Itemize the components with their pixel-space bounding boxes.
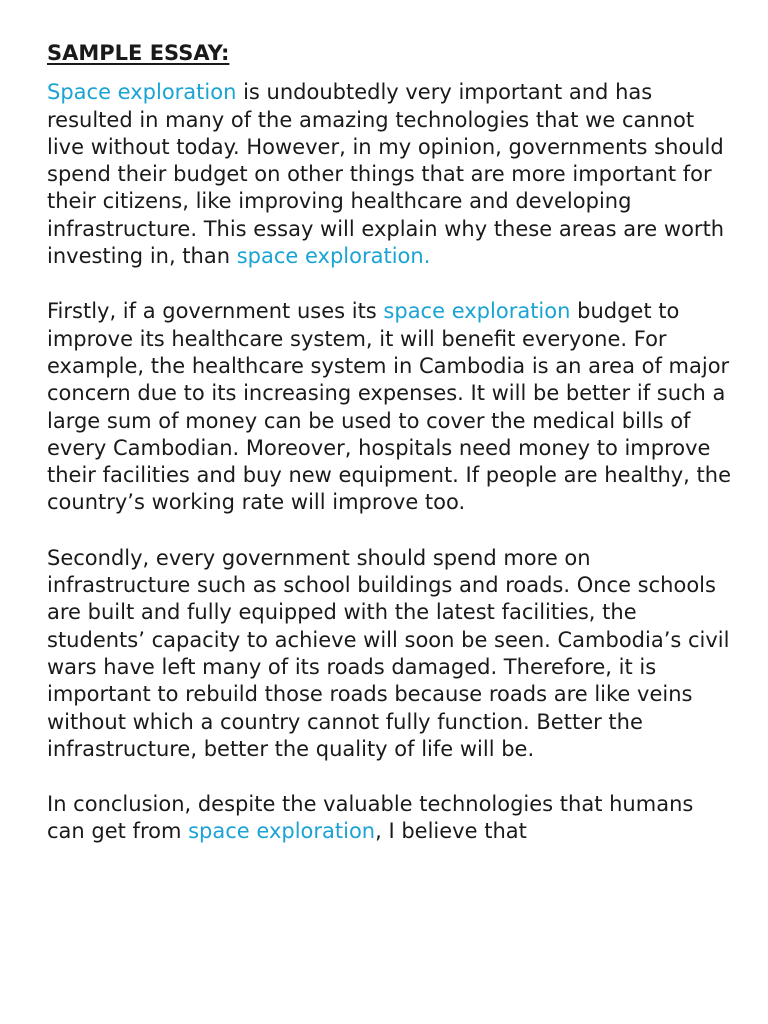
essay-page	[47, 40, 737, 874]
paragraph-text: budget to improve its healthcare system, it will benefit everyone. For example, the healthcare system in Cambodia is an area of major concern due to its increasing expenses. It will be better if such a large sum of money can be used to cover the medical bills of every Cambodian. Moreover, hospitals need money to improve their facilities and buy new equipment. If people are healthy, the country’s working rate will improve too.	[47, 299, 731, 515]
essay-title: SAMPLE ESSAY:	[47, 41, 230, 65]
paragraph-text: Secondly, every government should spend more on infrastructure such as school buildings and roads. Once schools are built and fully equipped with the latest facilities, the students’ capacity to achieve will soon be seen. Cambodia’s civil wars have left many of its roads damaged. Therefore, it is important to rebuild those roads because roads are like veins without which a country cannot fully function. Better the infrastructure, better the quality of life will be.	[47, 545, 730, 761]
paragraph-text: is undoubtedly very important and has resulted in many of the amazing technologies that we cannot live without today. However, in my opinion, governments should spend their budget on other things that are more important for their citizens, like improving healthcare and developing infrastructure. This essay will explain why these areas are worth investing in, than	[47, 80, 725, 269]
paragraph-infrastructure	[47, 545, 737, 763]
highlighted-phrase: space exploration	[383, 299, 571, 324]
highlighted-phrase: space exploration	[188, 819, 376, 844]
paragraph-text: In conclusion, despite the valuable technologies that humans can get from	[47, 792, 694, 844]
paragraph-introduction	[47, 79, 737, 270]
paragraph-text: Firstly, if a government uses its	[47, 299, 384, 324]
paragraph-text: , I believe that	[375, 819, 527, 844]
highlighted-phrase: space exploration.	[236, 244, 431, 269]
highlighted-phrase: Space exploration	[47, 80, 237, 105]
paragraph-conclusion	[47, 791, 737, 846]
paragraph-healthcare	[47, 298, 737, 516]
